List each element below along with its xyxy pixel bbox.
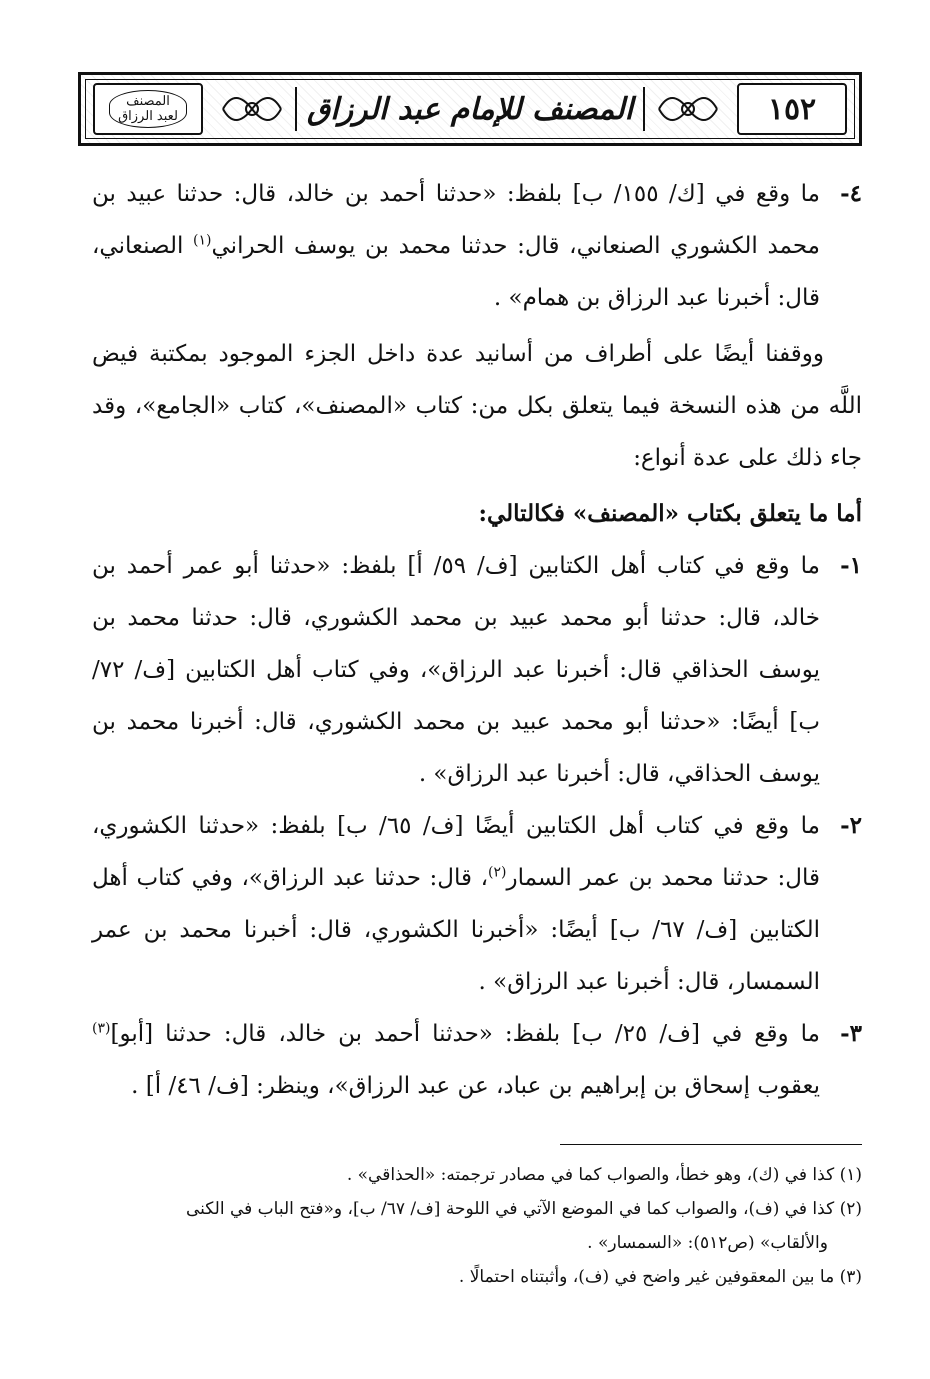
item-text-cont: الصنعاني، قال: أخبرنا عبد الرزاق بن همام» . xyxy=(92,233,820,311)
footnote: (٢) كذا في (ف)، والصواب كما في الموضع الآتي في اللوحة [ف/ ٦٧/ ب]، و«فتح الباب في الكنى xyxy=(185,1199,862,1219)
ornament-left-icon xyxy=(219,83,285,135)
body-paragraph: ووقفنا أيضًا على أطراف من أسانيد عدة داخل الجزء الموجود بمكتبة فيض اللَّه من هذه النسخة فيما يتعلق بكل من: كتاب «المصنف»، كتاب «الجامع»، وقد جاء ذلك على عدة أنواع: xyxy=(92,341,862,471)
item-text-cont: ، قال: حدثنا عبد الرزاق»، وفي كتاب أهل الكتابين [ف/ ٦٧/ ب] أيضًا: «أخبرنا الكشوري، قال: أخبرنا محمد بن عمر السمسار، قال: أخبرنا عبد الرزاق» . xyxy=(92,865,821,995)
page-number-box xyxy=(737,83,847,135)
item-text: ما وقع في كتاب أهل الكتابين أيضًا [ف/ ٦٥/ ب] بلفظ: «حدثنا الكشوري، قال: حدثنا محمد بن عمر السمار xyxy=(92,813,820,891)
list-item xyxy=(92,800,862,1008)
page-header xyxy=(78,72,862,146)
footnote-ref: (٣) xyxy=(92,1020,111,1037)
item-text-cont: يعقوب إسحاق بن إبراهيم بن عباد، عن عبد الرزاق»، وينظر: [ف/ ٤٦/ أ] . xyxy=(131,1073,820,1099)
item-number: ٢- xyxy=(840,812,862,839)
item-text: ما وقع في [ك/ ١٥٥/ ب] بلفظ: «حدثنا أحمد بن خالد، قال: حدثنا عبيد بن محمد الكشوري الصنعاني، قال: حدثنا محمد بن يوسف الحراني xyxy=(92,181,821,259)
item-text: ما وقع في [ف/ ٢٥/ ب] بلفظ: «حدثنا أحمد بن خالد، قال: حدثنا [أبو] xyxy=(110,1021,820,1047)
item-number: ١- xyxy=(840,552,862,579)
list-item xyxy=(92,1008,862,1112)
section-subheading: أما ما يتعلق بكتاب «المصنف» فكالتالي: xyxy=(478,500,862,527)
book-logo xyxy=(109,90,187,128)
footnote-divider xyxy=(560,1144,862,1145)
item-text: ما وقع في كتاب أهل الكتابين [ف/ ٥٩/ أ] بلفظ: «حدثنا أبو عمر أحمد بن خالد، قال: حدثنا أبو محمد عبيد بن محمد الكشوري، قال: حدثنا محمد بن يوسف الحذاقي قال: أخبرنا عبد الرزاق»، وفي كتاب أهل الكتابين [ف/ ٧٢/ ب] أيضًا: «حدثنا أبو محمد عبيد بن محمد الكشوري، قال: أخبرنا محمد بن يوسف الحذاقي، قال: أخبرنا عبد الرزاق» . xyxy=(92,553,820,787)
list-item xyxy=(92,540,862,800)
footnote: (١) كذا في (ك)، وهو خطأ، والصواب كما في مصادر ترجمته: «الحذاقي» . xyxy=(346,1165,862,1185)
ornament-right-icon xyxy=(655,83,721,135)
item-number: ٣- xyxy=(840,1020,862,1047)
logo-line-2: لعبد الرزاق xyxy=(118,109,178,124)
footnote: (٣) ما بين المعقوفين غير واضح في (ف)، وأثبتناه احتمالًا . xyxy=(458,1267,862,1287)
book-logo-box xyxy=(93,83,203,135)
main-text xyxy=(92,168,862,1112)
running-title: المصنف للإمام عبد الرزاق xyxy=(295,87,645,131)
page-number: ١٥٢ xyxy=(767,91,817,127)
list-item xyxy=(92,168,862,324)
logo-line-1: المصنف xyxy=(126,94,170,109)
item-number: ٤- xyxy=(840,180,862,207)
footnote-continuation: والألقاب» (ص٥١٢): «السمسار» . xyxy=(587,1233,828,1253)
footnote-ref: (٢) xyxy=(488,864,507,881)
footnote-ref: (١) xyxy=(193,232,212,249)
footnotes xyxy=(92,1158,862,1294)
